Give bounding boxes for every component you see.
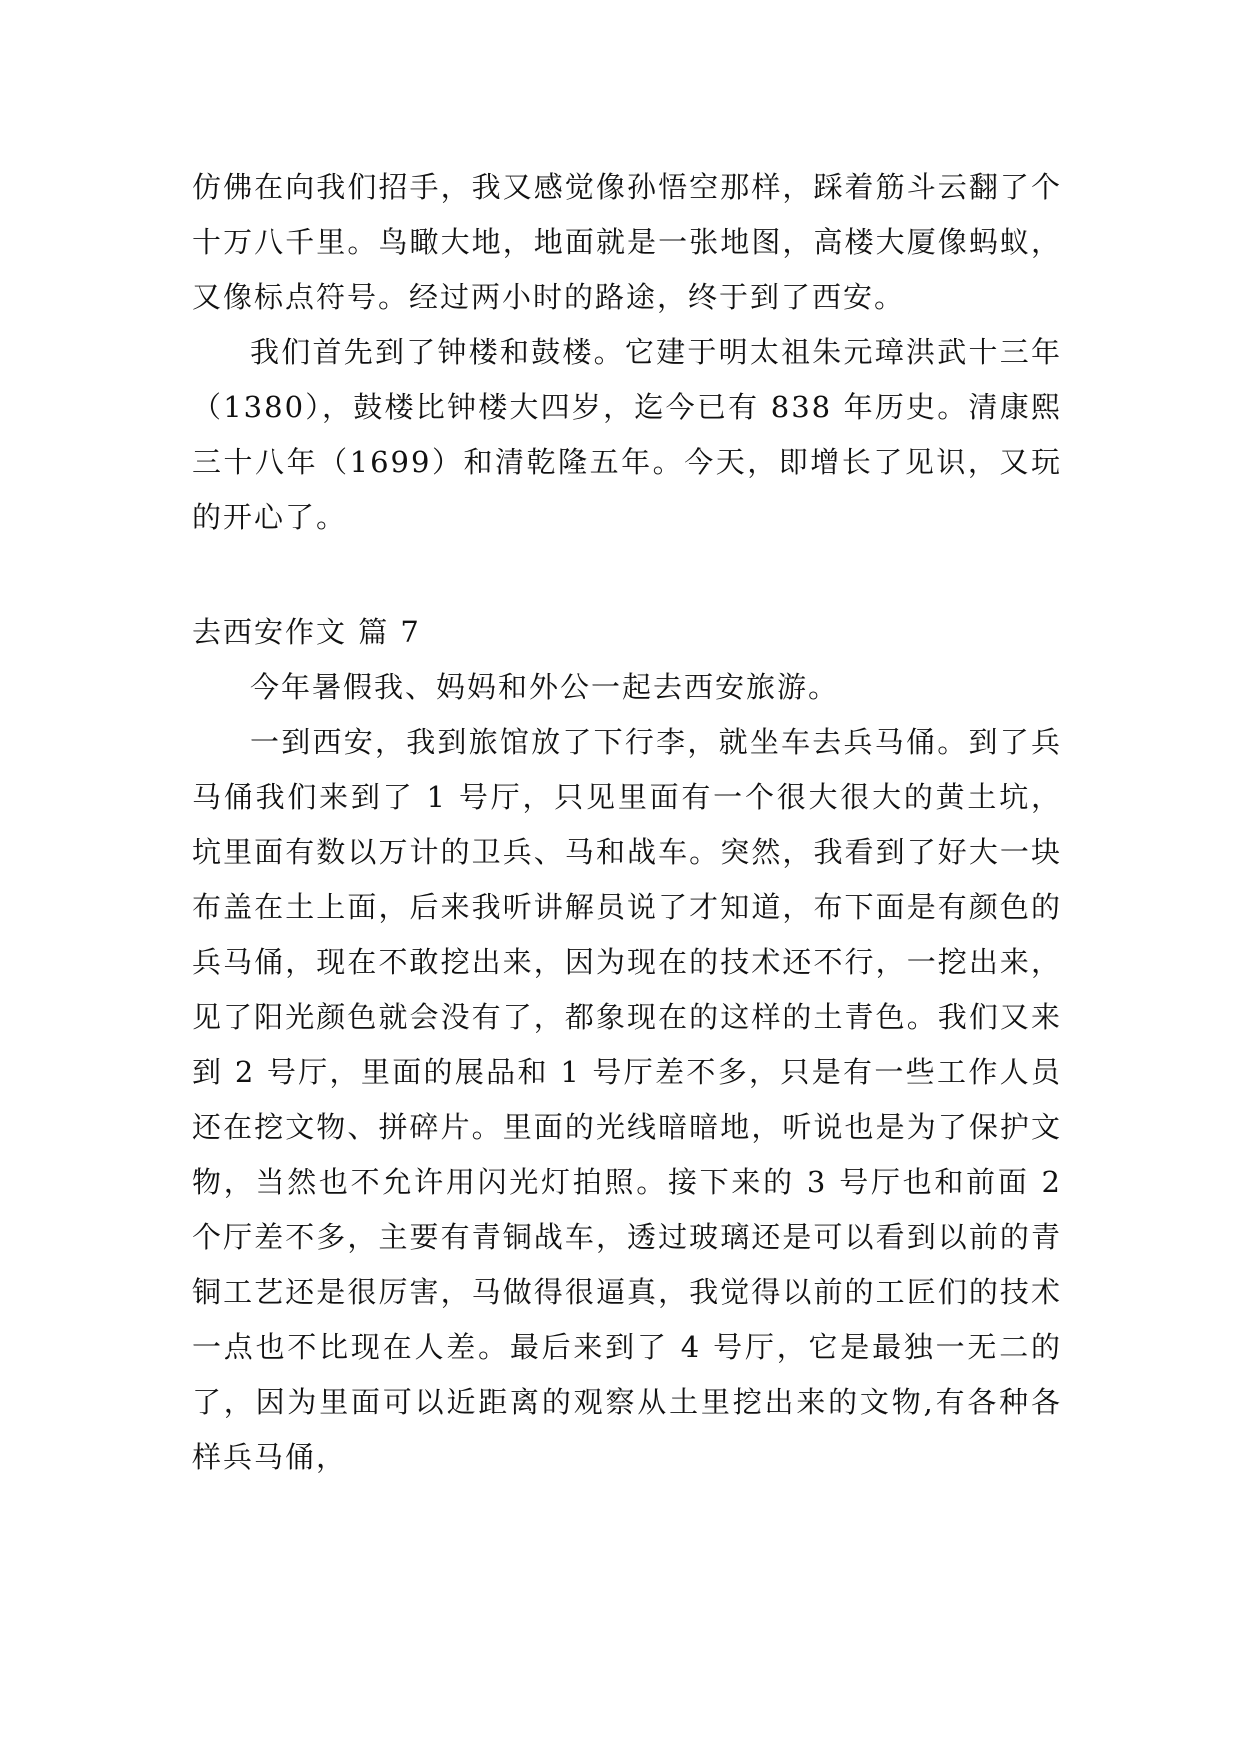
paragraph-summer-trip: 今年暑假我、妈妈和外公一起去西安旅游。 xyxy=(250,670,840,704)
section-title: 去西安作文 篇 7 xyxy=(192,615,421,649)
paragraph-continuation: 仿佛在向我们招手，我又感觉像孙悟空那样，踩着筋斗云翻了个十万八千里。鸟瞰大地，地面就是一张地图，高楼大厦像蚂蚁，又像标点符号。经过两小时的路途，终于到了西安。 xyxy=(192,170,1062,314)
paragraph-bell-drum-tower: 我们首先到了钟楼和鼓楼。它建于明太祖朱元璋洪武十三年（1380），鼓楼比钟楼大四岁，迄今已有 838 年历史。清康熙三十八年（1699）和清乾隆五年。今天，即增长了见识，又玩的开心了。 xyxy=(192,335,1062,534)
paragraph-terracotta-army: 一到西安，我到旅馆放了下行李，就坐车去兵马俑。到了兵马俑我们来到了 1 号厅，只见里面有一个很大很大的黄土坑，坑里面有数以万计的卫兵、马和战车。突然，我看到了好大一块布盖在土上面，后来我听讲解员说了才知道，布下面是有颜色的兵马俑，现在不敢挖出来，因为现在的技术还不行，一挖出来，见了阳光颜色就会没有了，都象现在的这样的土青色。我们又来到 2 号厅，里面的展品和 1 号厅差不多，只是有一些工作人员还在挖文物、拼碎片。里面的光线暗暗地，听说也是为了保护文物，当然也不允许用闪光灯拍照。接下来的 3 号厅也和前面 2 个厅差不多，主要有青铜战车，透过玻璃还是可以看到以前的青铜工艺还是很厉害，马做得很逼真，我觉得以前的工匠们的技术一点也不比现在人差。最后来到了 4 号厅，它是最独一无二的了，因为里面可以近距离的观察从土里挖出来的文物,有各种各样兵马俑， xyxy=(192,725,1062,1474)
document-body xyxy=(192,160,1062,1485)
